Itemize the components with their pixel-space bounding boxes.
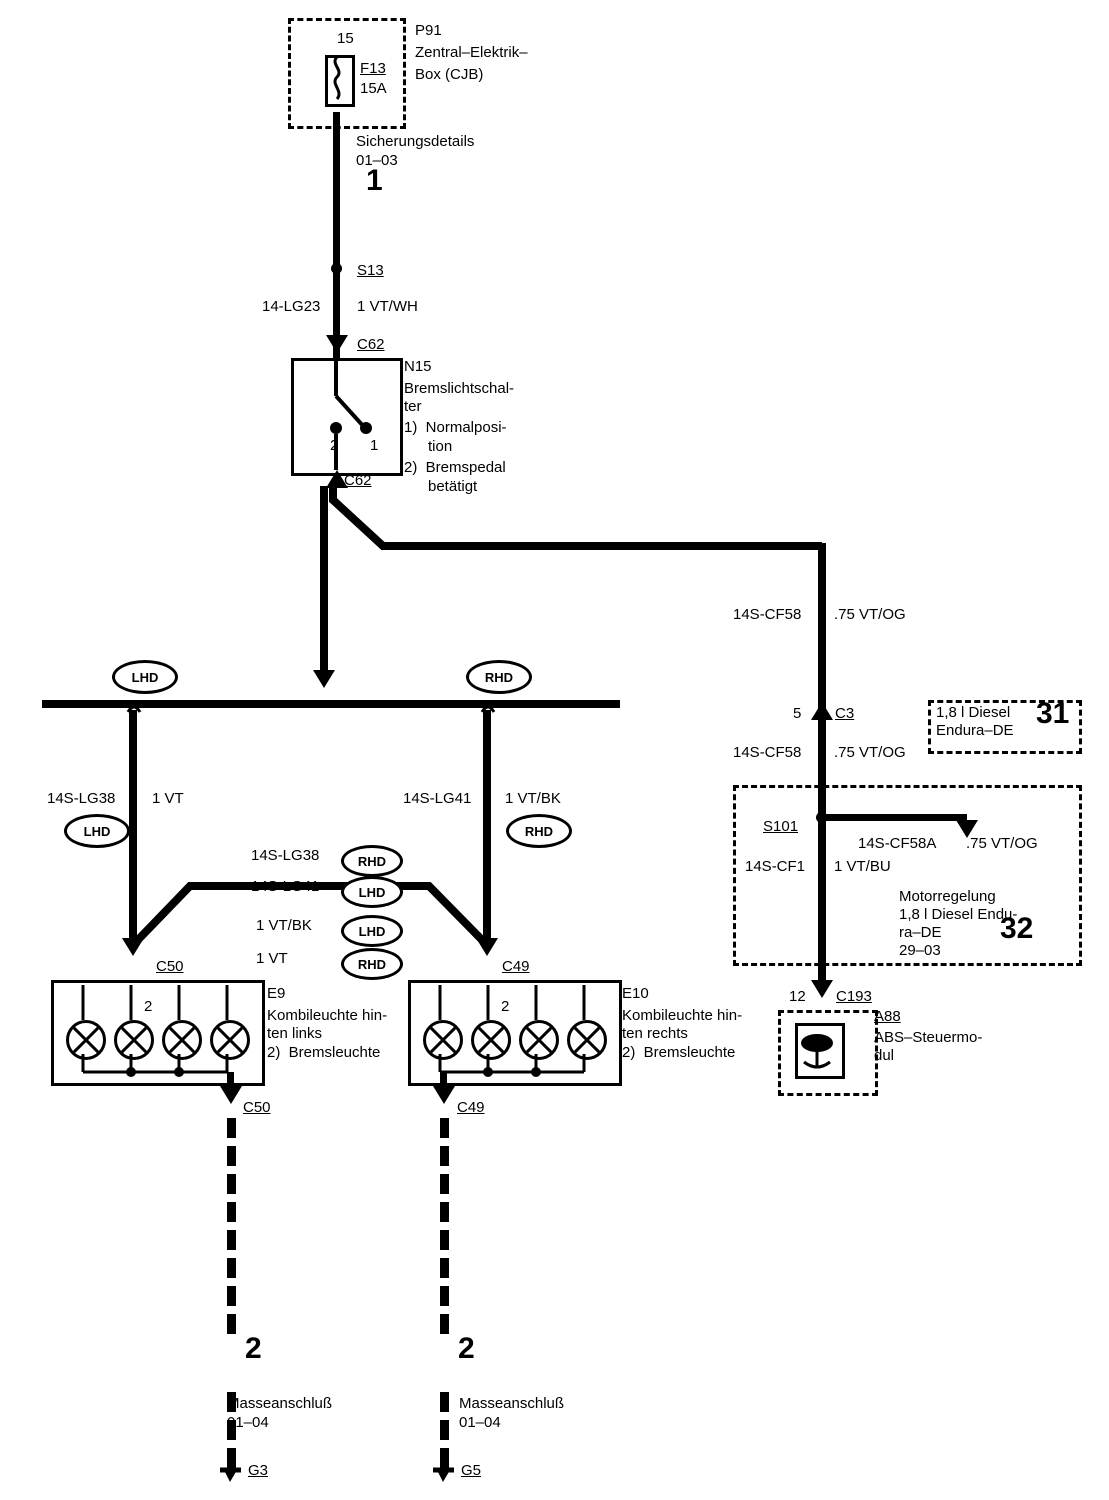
lamp-right-pin-label: 2 [501,998,510,1015]
cross-row4-market-oval: RHD [341,948,403,980]
wire-cf58a-code: 14S-CF58A [858,835,937,852]
ground-right-line1: Masseanschluß [459,1395,565,1412]
lamp-left-connector-top-label: C50 [156,958,184,975]
ground-right-ref-number: 2 [458,1332,475,1365]
module-32-line1: Motorregelung [899,888,996,905]
cross-row1-market-oval: RHD [341,845,403,877]
cross-row1-code: 14S-LG38 [251,847,320,864]
fuse-details-line1: Sicherungsdetails [356,133,475,150]
note-31-number: 31 [1036,697,1070,730]
module-32-line2: 1,8 l Diesel Endu- [899,906,1018,923]
module-32-number: 32 [1000,912,1034,945]
lamp-right-id: E10 [622,985,649,1002]
lamp-left-name-line1: Kombileuchte hin- [267,1007,388,1024]
fuse-box-name-line1: P91 [415,22,442,39]
ground-right-id: G5 [461,1462,482,1479]
right-branch-code: 14S-LG41 [403,790,472,807]
ground-left-line2: 01–04 [227,1414,269,1431]
lamp-left-connector-bottom-label: C50 [243,1099,271,1116]
switch-pos1-line1: 1) Normalposi- [404,419,507,436]
left-branch-market-oval: LHD [64,814,130,848]
connector-c62-top-label: C62 [357,336,385,353]
lamp-right-function: 2) Bremsleuchte [622,1044,736,1061]
lamp-left-pin-label: 2 [144,998,153,1015]
wire-cf58-top-code: 14S-CF58 [733,606,802,623]
wire-cf1-spec: 1 VT/BU [834,858,891,875]
module-32-line4: 29–03 [899,942,941,959]
splice-s13-label: S13 [357,262,384,279]
abs-module-line1: ABS–Steuermo- [874,1029,983,1046]
ground-left-id: G3 [248,1462,269,1479]
connector-c193-pin: 12 [789,988,806,1005]
wire-cf1-code: 14S-CF1 [745,858,806,875]
right-branch-market-oval: RHD [506,814,572,848]
lamp-right-connector-top-label: C49 [502,958,530,975]
cross-row4-spec: 1 VT [256,950,288,967]
connector-c3-pin: 5 [793,705,802,722]
wire-cf58a-spec: .75 VT/OG [966,835,1038,852]
cross-row3-market-oval: LHD [341,915,403,947]
switch-id-label: N15 [404,358,432,375]
wire-cf58-bottom-spec: .75 VT/OG [834,744,906,761]
switch-pos2-line2: betätigt [428,478,478,495]
lamp-left-id: E9 [267,985,286,1002]
fuse-details-ref-number: 1 [366,164,383,197]
market-oval-rhd-top: RHD [466,660,532,694]
left-branch-code: 14S-LG38 [47,790,116,807]
wire-cf58-top-spec: .75 VT/OG [834,606,906,623]
cross-row2-market-oval: LHD [341,876,403,908]
fuse-id-label: F13 [360,60,386,77]
switch-pin2-label: 2 [330,437,339,454]
ground-left-line1: Masseanschluß [227,1395,333,1412]
note-31-line2: Endura–DE [936,722,1014,739]
splice-s101-label: S101 [763,818,799,835]
cross-row2-code: 14S-LG41 [251,878,320,895]
wire-lg23-code: 14-LG23 [262,298,321,315]
lamp-right-name-line1: Kombileuchte hin- [622,1007,743,1024]
market-oval-lhd-top: LHD [112,660,178,694]
right-branch-spec: 1 VT/BK [505,790,561,807]
switch-pin1-label: 1 [370,437,379,454]
lamp-right-connector-bottom-label: C49 [457,1099,485,1116]
left-branch-spec: 1 VT [152,790,184,807]
ground-right-line2: 01–04 [459,1414,501,1431]
connector-c193-label: C193 [836,988,872,1005]
switch-name-line2: ter [404,398,422,415]
switch-pos1-line2: tion [428,438,453,455]
fuse-rating-label: 15A [360,80,387,97]
switch-pos2-line1: 2) Bremspedal [404,459,506,476]
fuse-box-pin-label: 15 [337,30,354,47]
abs-module-line2: dul [874,1047,895,1064]
module-32-line3: ra–DE [899,924,942,941]
wire-lg23-spec: 1 VT/WH [357,298,418,315]
lamp-left-name-line2: ten links [267,1025,323,1042]
ground-left-ref-number: 2 [245,1332,262,1365]
switch-name-line1: Bremslichtschal- [404,380,515,397]
fuse-details-line2: 01–03 [356,152,398,169]
fuse-box-name-line2: Zentral–Elektrik– [415,44,528,61]
connector-c3-label: C3 [835,705,855,722]
wire-cf58-bottom-code: 14S-CF58 [733,744,802,761]
cross-row3-spec: 1 VT/BK [256,917,312,934]
abs-module-id: A88 [874,1008,901,1025]
fuse-box-name-line3: Box (CJB) [415,66,484,83]
lamp-left-function: 2) Bremsleuchte [267,1044,381,1061]
note-31-line1: 1,8 l Diesel [936,704,1011,721]
lamp-right-name-line2: ten rechts [622,1025,688,1042]
connector-c62-bottom-label: C62 [344,472,372,489]
